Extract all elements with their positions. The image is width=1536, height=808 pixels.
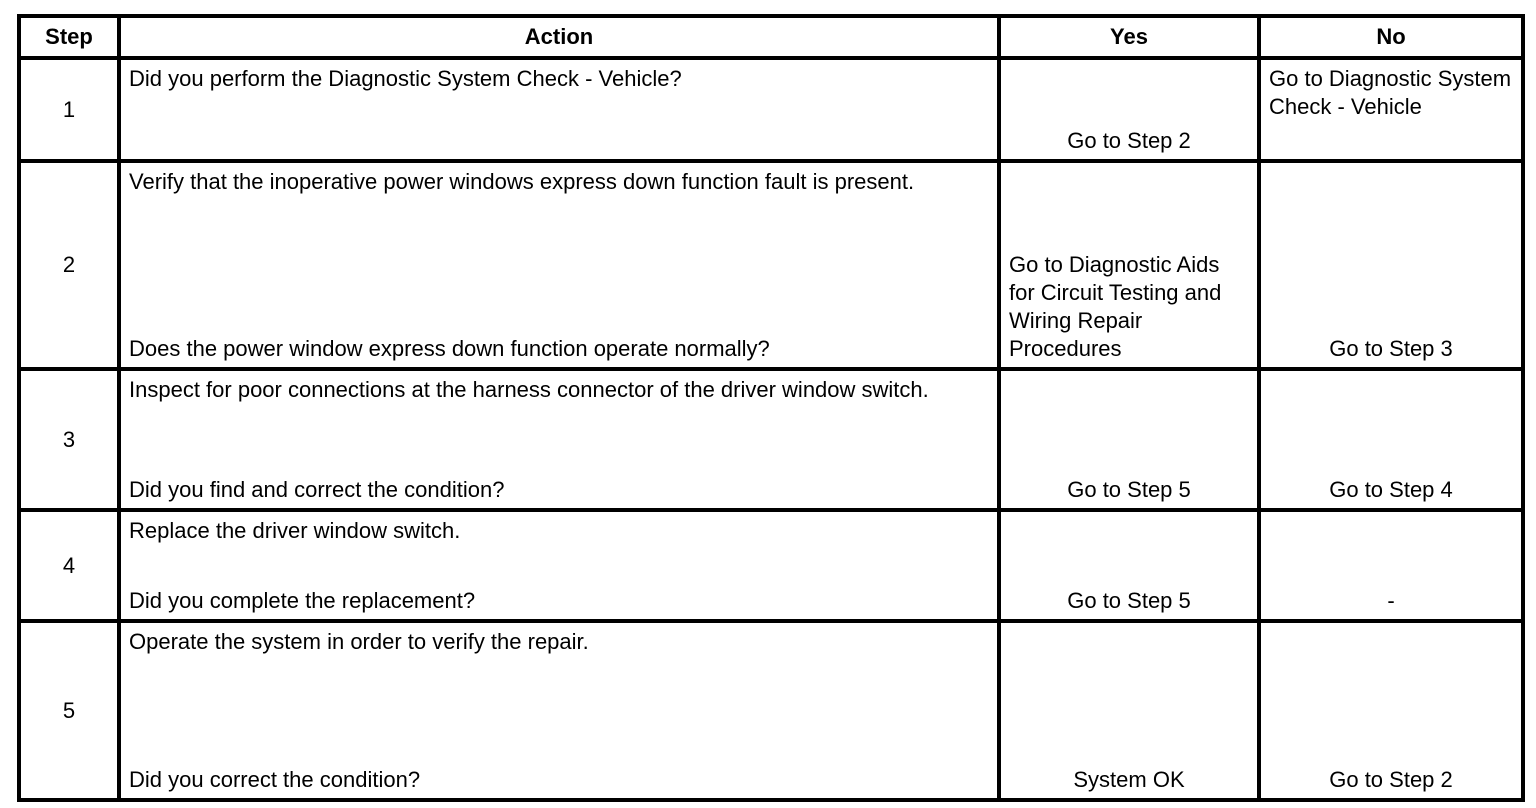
no-cell [1259,58,1523,161]
yes-result: Go to Step 5 [1067,588,1191,613]
action-question: Did you complete the replacement? [129,588,476,613]
header-action: Action [119,16,999,58]
yes-cell [999,369,1259,510]
table-row [19,58,1523,161]
no-result: Go to Step 2 [1329,767,1453,792]
action-cell [119,58,999,161]
no-result: Go to Diagnostic System Check - Vehicle [1269,66,1512,119]
yes-cell [999,621,1259,800]
diagnostic-table [17,14,1525,802]
action-text: Verify that the inoperative power windows express down function fault is present. [129,169,915,194]
step-number: 5 [19,621,119,800]
action-text: Replace the driver window switch. [129,518,461,543]
no-cell [1259,369,1523,510]
no-result: Go to Step 4 [1329,477,1453,502]
step-number: 3 [19,369,119,510]
no-result: Go to Step 3 [1329,336,1453,361]
action-question: Does the power window express down function operate normally? [129,336,770,361]
table-row [19,161,1523,369]
action-text: Operate the system in order to verify the repair. [129,629,589,654]
yes-cell [999,161,1259,369]
action-cell [119,510,999,621]
table-row [19,621,1523,800]
yes-cell [999,58,1259,161]
header-row [19,16,1523,58]
step-number: 4 [19,510,119,621]
step-number: 1 [19,58,119,161]
yes-cell [999,510,1259,621]
yes-result: Go to Diagnostic Aids for Circuit Testing and Wiring Repair Procedures [1009,252,1222,361]
table-row [19,369,1523,510]
no-result: - [1387,588,1395,613]
yes-result: Go to Step 5 [1067,477,1191,502]
yes-result: System OK [1073,767,1185,792]
action-question: Did you correct the condition? [129,767,421,792]
action-text: Inspect for poor connections at the harness connector of the driver window switch. [129,377,929,402]
header-step: Step [19,16,119,58]
action-text: Did you perform the Diagnostic System Check - Vehicle? [129,66,682,91]
step-number: 2 [19,161,119,369]
action-cell [119,621,999,800]
action-question: Did you find and correct the condition? [129,477,505,502]
no-cell [1259,621,1523,800]
action-cell [119,161,999,369]
header-no: No [1259,16,1523,58]
header-yes: Yes [999,16,1259,58]
no-cell [1259,510,1523,621]
yes-result: Go to Step 2 [1067,128,1191,153]
table-row [19,510,1523,621]
action-cell [119,369,999,510]
no-cell [1259,161,1523,369]
